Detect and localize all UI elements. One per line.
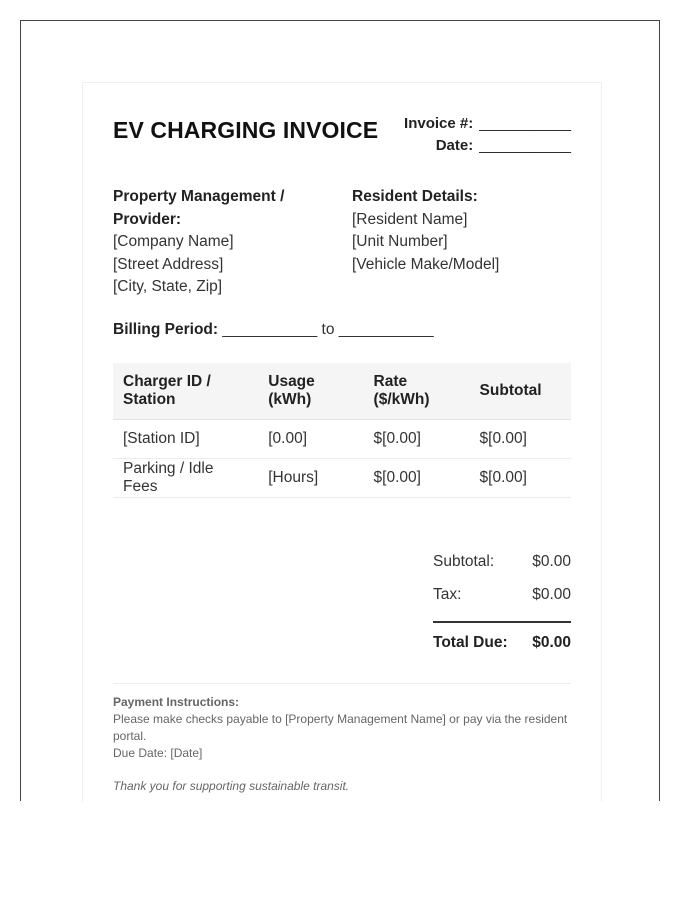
subtotal-row [433,545,571,578]
payment-instructions-heading: Payment Instructions: [113,695,240,709]
invoice-number-blank: ___________ [479,115,571,132]
invoice-date-blank: ___________ [479,137,571,154]
billing-start-blank: ___________ [222,321,318,338]
tax-row [433,578,571,611]
cell-usage: [0.00] [258,420,363,459]
header-usage: Usage (kWh) [258,363,363,420]
billing-to-text: to [321,321,335,338]
resident-unit: [Unit Number] [352,233,448,250]
tax-value: $0.00 [532,585,571,603]
cell-hours: [Hours] [258,459,363,498]
charges-table [113,363,571,498]
total-due-label: Total Due: [433,634,508,651]
invoice-date-label: Date: [435,137,474,154]
invoice-date-row [381,137,571,159]
invoice-number-label: Invoice #: [404,115,474,132]
payment-instructions-text: Please make checks payable to [Property Management Name] or pay via the resident portal. [113,712,568,743]
invoice-meta [381,115,571,159]
cell-subtotal: $[0.00] [470,459,571,498]
parties-section [113,186,571,299]
invoice-title: EV CHARGING INVOICE [113,117,379,143]
resident-vehicle: [Vehicle Make/Model] [352,255,500,273]
totals-block [433,545,571,663]
thank-you-note: Thank you for supporting sustainable transit. [113,779,350,793]
due-date-text: Due Date: [Date] [113,746,203,760]
billing-period [113,321,434,339]
table-row [113,420,571,459]
subtotal-value: $0.00 [532,552,571,570]
provider-company: [Company Name] [113,233,234,250]
subtotal-label: Subtotal: [433,552,495,570]
provider-street: [Street Address] [113,255,224,273]
resident-heading: Resident Details: [352,188,478,205]
cell-station-id: [Station ID] [113,420,258,459]
provider-block [113,186,352,299]
invoice-card [82,82,602,802]
cell-rate: $[0.00] [364,420,470,459]
cell-parking-fees: Parking / Idle Fees [113,459,258,498]
billing-period-label: Billing Period: [113,321,219,338]
resident-block [352,186,571,299]
billing-end-blank: ___________ [338,321,434,338]
tax-label: Tax: [433,585,462,603]
charges-table-wrap [113,363,571,498]
resident-name: [Resident Name] [352,210,468,228]
header-charger-station: Charger ID / Station [113,363,258,420]
document-page [20,20,660,801]
header-rate: Rate ($/kWh) [364,363,470,420]
total-due-row [433,623,571,663]
invoice-number-row [381,115,571,137]
total-due-value: $0.00 [532,634,571,651]
invoice-footer [113,683,571,795]
cell-rate: $[0.00] [364,459,470,498]
cell-subtotal: $[0.00] [470,420,571,459]
table-row [113,459,571,498]
table-header-row [113,363,571,420]
provider-heading: Property Management / Provider: [113,188,285,228]
header-subtotal: Subtotal [470,363,571,420]
provider-city: [City, State, Zip] [113,278,223,295]
